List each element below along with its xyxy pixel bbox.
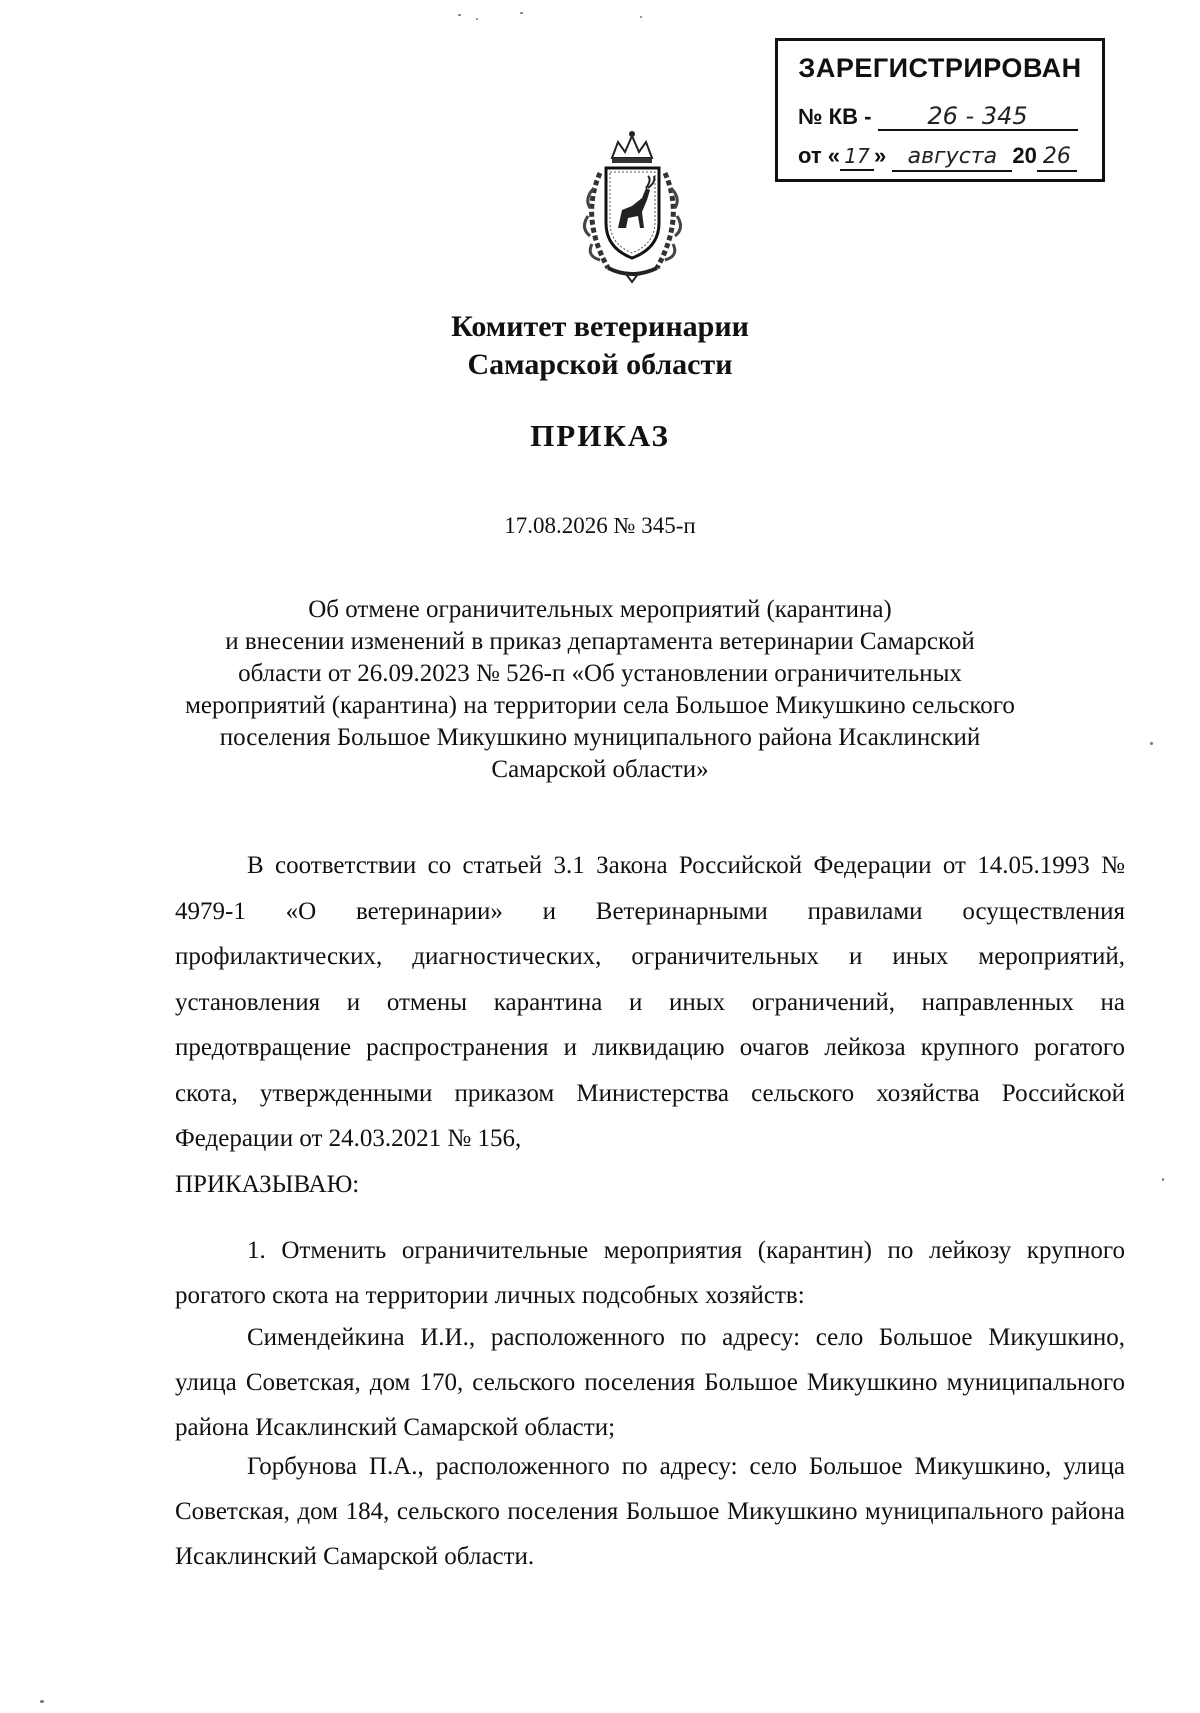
scan-speck [476, 18, 478, 20]
org-name-line2: Самарской области [467, 348, 733, 381]
stamp-date-year-prefix: 20 [1012, 143, 1037, 168]
subject-line: Самарской области» [491, 756, 709, 783]
subject-line: поселения Большое Микушкино муниципального района Исаклинский [219, 724, 981, 751]
subject-line: Об отмене ограничительных мероприятий (карантина) [308, 596, 892, 623]
stamp-title: ЗАРЕГИСТРИРОВАН [798, 53, 1082, 83]
stamp-date-month: августа [892, 144, 1012, 172]
samara-coat-of-arms-icon [570, 128, 695, 284]
scan-speck [1162, 1178, 1164, 1181]
issuing-organization [0, 308, 1200, 384]
stamp-date-line [798, 143, 1077, 172]
subject-line: мероприятий (карантина) на территории села Большое Микушкино сельского [185, 692, 1015, 719]
stamp-number-line [798, 103, 1078, 131]
registration-stamp [775, 38, 1105, 182]
document-date-number: 17.08.2026 № 345-п [504, 513, 696, 538]
scan-speck [640, 16, 642, 18]
preamble-paragraph: В соответствии со статьей 3.1 Закона Российской Федерации от 14.05.1993 № 4979-1 «О ветеринарии» и Ветеринарными правилами осуществления профилактических, диагностических, ограничительных и иных мероприятий, установления и отмены карантина и иных ограничений, направленных на предотвращение распространения и ликвидацию очагов лейкоза крупного рогатого скота, утвержденными приказом Министерства сельского хозяйства Российской Федерации от 24.03.2021 № 156, [175, 852, 1125, 1152]
subject-line: и внесении изменений в приказ департамента ветеринарии Самарской [225, 628, 975, 655]
stamp-date-prefix: от « [798, 143, 841, 168]
stamp-number-handwritten: 26 - 345 [878, 103, 1078, 131]
item-1-paragraph: 1. Отменить ограничительные мероприятия (карантин) по лейкозу крупного рогатого скота на территории личных подсобных хозяйств: [175, 1237, 1125, 1309]
order-word: ПРИКАЗЫВАЮ: [175, 1170, 360, 1198]
scan-speck [520, 12, 523, 14]
stamp-date-mid: » [874, 143, 887, 168]
stamp-date-year-suffix: 26 [1037, 144, 1077, 172]
household-1-paragraph: Симендейкина И.И., расположенного по адресу: село Большое Микушкино, улица Советская, дом 170, сельского поселения Большое Микушкино муниципального района Исаклинский Самарской области; [175, 1324, 1125, 1441]
preamble-block [175, 843, 1125, 1207]
scan-speck [458, 14, 461, 16]
stamp-date-day: 17 [840, 143, 874, 171]
document-type: ПРИКАЗ [530, 418, 670, 453]
subject-line: области от 26.09.2023 № 526-п «Об установлении ограничительных [238, 660, 962, 687]
document-subject [0, 594, 1200, 786]
household-2-paragraph: Горбунова П.А., расположенного по адресу: село Большое Микушкино, улица Советская, дом 184, сельского поселения Большое Микушкино муниципального района Исаклинский Самарской области. [175, 1453, 1125, 1570]
scan-speck [40, 1700, 44, 1703]
org-name-line1: Комитет ветеринарии [451, 310, 749, 343]
stamp-number-prefix: № КВ - [798, 104, 872, 129]
